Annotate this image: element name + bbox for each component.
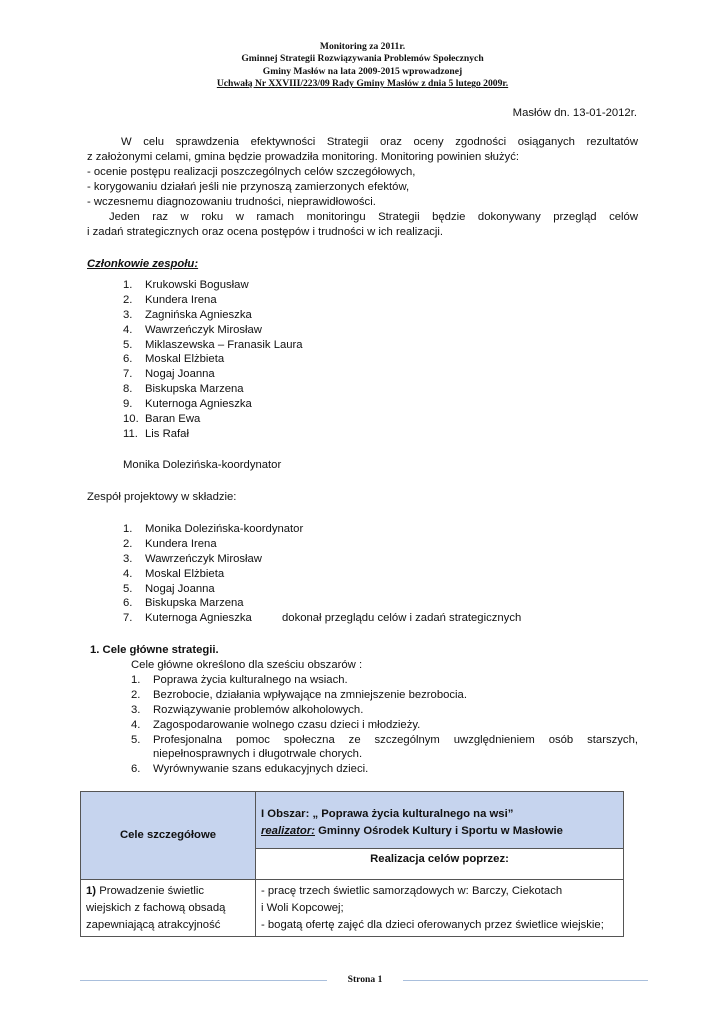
- project-team-heading: Zespół projektowy w składzie:: [87, 491, 237, 503]
- intro-bullet-2: - korygowaniu działań jeśli nie przynoszą zamierzonych efektów,: [87, 181, 410, 193]
- realizer: realizator: Gminny Ośrodek Kultury i Sportu w Masłowie: [261, 825, 563, 837]
- date-line: Masłów dn. 13-01-2012r.: [512, 107, 637, 119]
- header-line-2: Gminnej Strategii Rozwiązywania Problemów Społecznych: [241, 53, 484, 65]
- table-header-goals: Cele szczegółowe: [81, 792, 256, 880]
- header-line-1: Monitoring za 2011r.: [319, 41, 406, 52]
- intro-line-3: Jeden raz w roku w ramach monitoringu Strategii będzie dokonywany przegląd celów: [109, 211, 638, 223]
- document-header: [0, 41, 725, 91]
- intro-line-1: W celu sprawdzenia efektywności Strategii oraz oceny zgodności osiąganych rezultatów: [121, 136, 638, 148]
- area-title: I Obszar: „ Poprawa życia kulturalnego na wsi”: [261, 808, 514, 820]
- intro-line-2: z założonymi celami, gmina będzie prowadziła monitoring. Monitoring powinien służyć:: [87, 151, 519, 163]
- page-number: Strona 1: [347, 974, 383, 985]
- header-line-4: Uchwałą Nr XXVIII/223/09 Rady Gminy Masłów z dnia 5 lutego 2009r.: [216, 78, 509, 90]
- table-realization-header: Realizacja celów poprzez:: [256, 849, 624, 880]
- table-row-realization: - pracę trzech świetlic samorządowych w: Barczy, Ciekotach i Woli Kopcowej; - bogatą ofertę zajęć dla dzieci oferowanych przez świetlice wiejskie;: [256, 880, 624, 937]
- footer-rule-right: [403, 980, 648, 981]
- table-area-cell: [256, 792, 624, 849]
- main-goals-heading: 1. Cele główne strategii.: [90, 644, 219, 656]
- table-row: [81, 880, 624, 937]
- header-line-3: Gminy Masłów na lata 2009-2015 wprowadzonej: [262, 65, 463, 77]
- table-row-goal: 1) Prowadzenie świetlic wiejskich z fachową obsadą zapewniającą atrakcyjność: [81, 880, 256, 937]
- coordinator: Monika Dolezińska-koordynator: [123, 459, 282, 471]
- intro-paragraph: [87, 135, 638, 240]
- intro-bullet-3: - wczesnemu diagnozowaniu trudności, nieprawidłowości.: [87, 196, 376, 208]
- main-goals-intro: Cele główne określono dla sześciu obszarów :: [131, 659, 363, 671]
- footer-rule-left: [80, 980, 327, 981]
- members-heading: Członkowie zespołu:: [87, 258, 199, 270]
- goals-table: [80, 791, 624, 937]
- project-team-note: dokonał przeglądu celów i zadań strategicznych: [282, 612, 522, 624]
- intro-bullet-1: - ocenie postępu realizacji poszczególnych celów szczegółowych,: [87, 166, 416, 178]
- intro-line-4: i zadań strategicznych oraz ocena postępów i trudności w ich realizacji.: [87, 226, 444, 238]
